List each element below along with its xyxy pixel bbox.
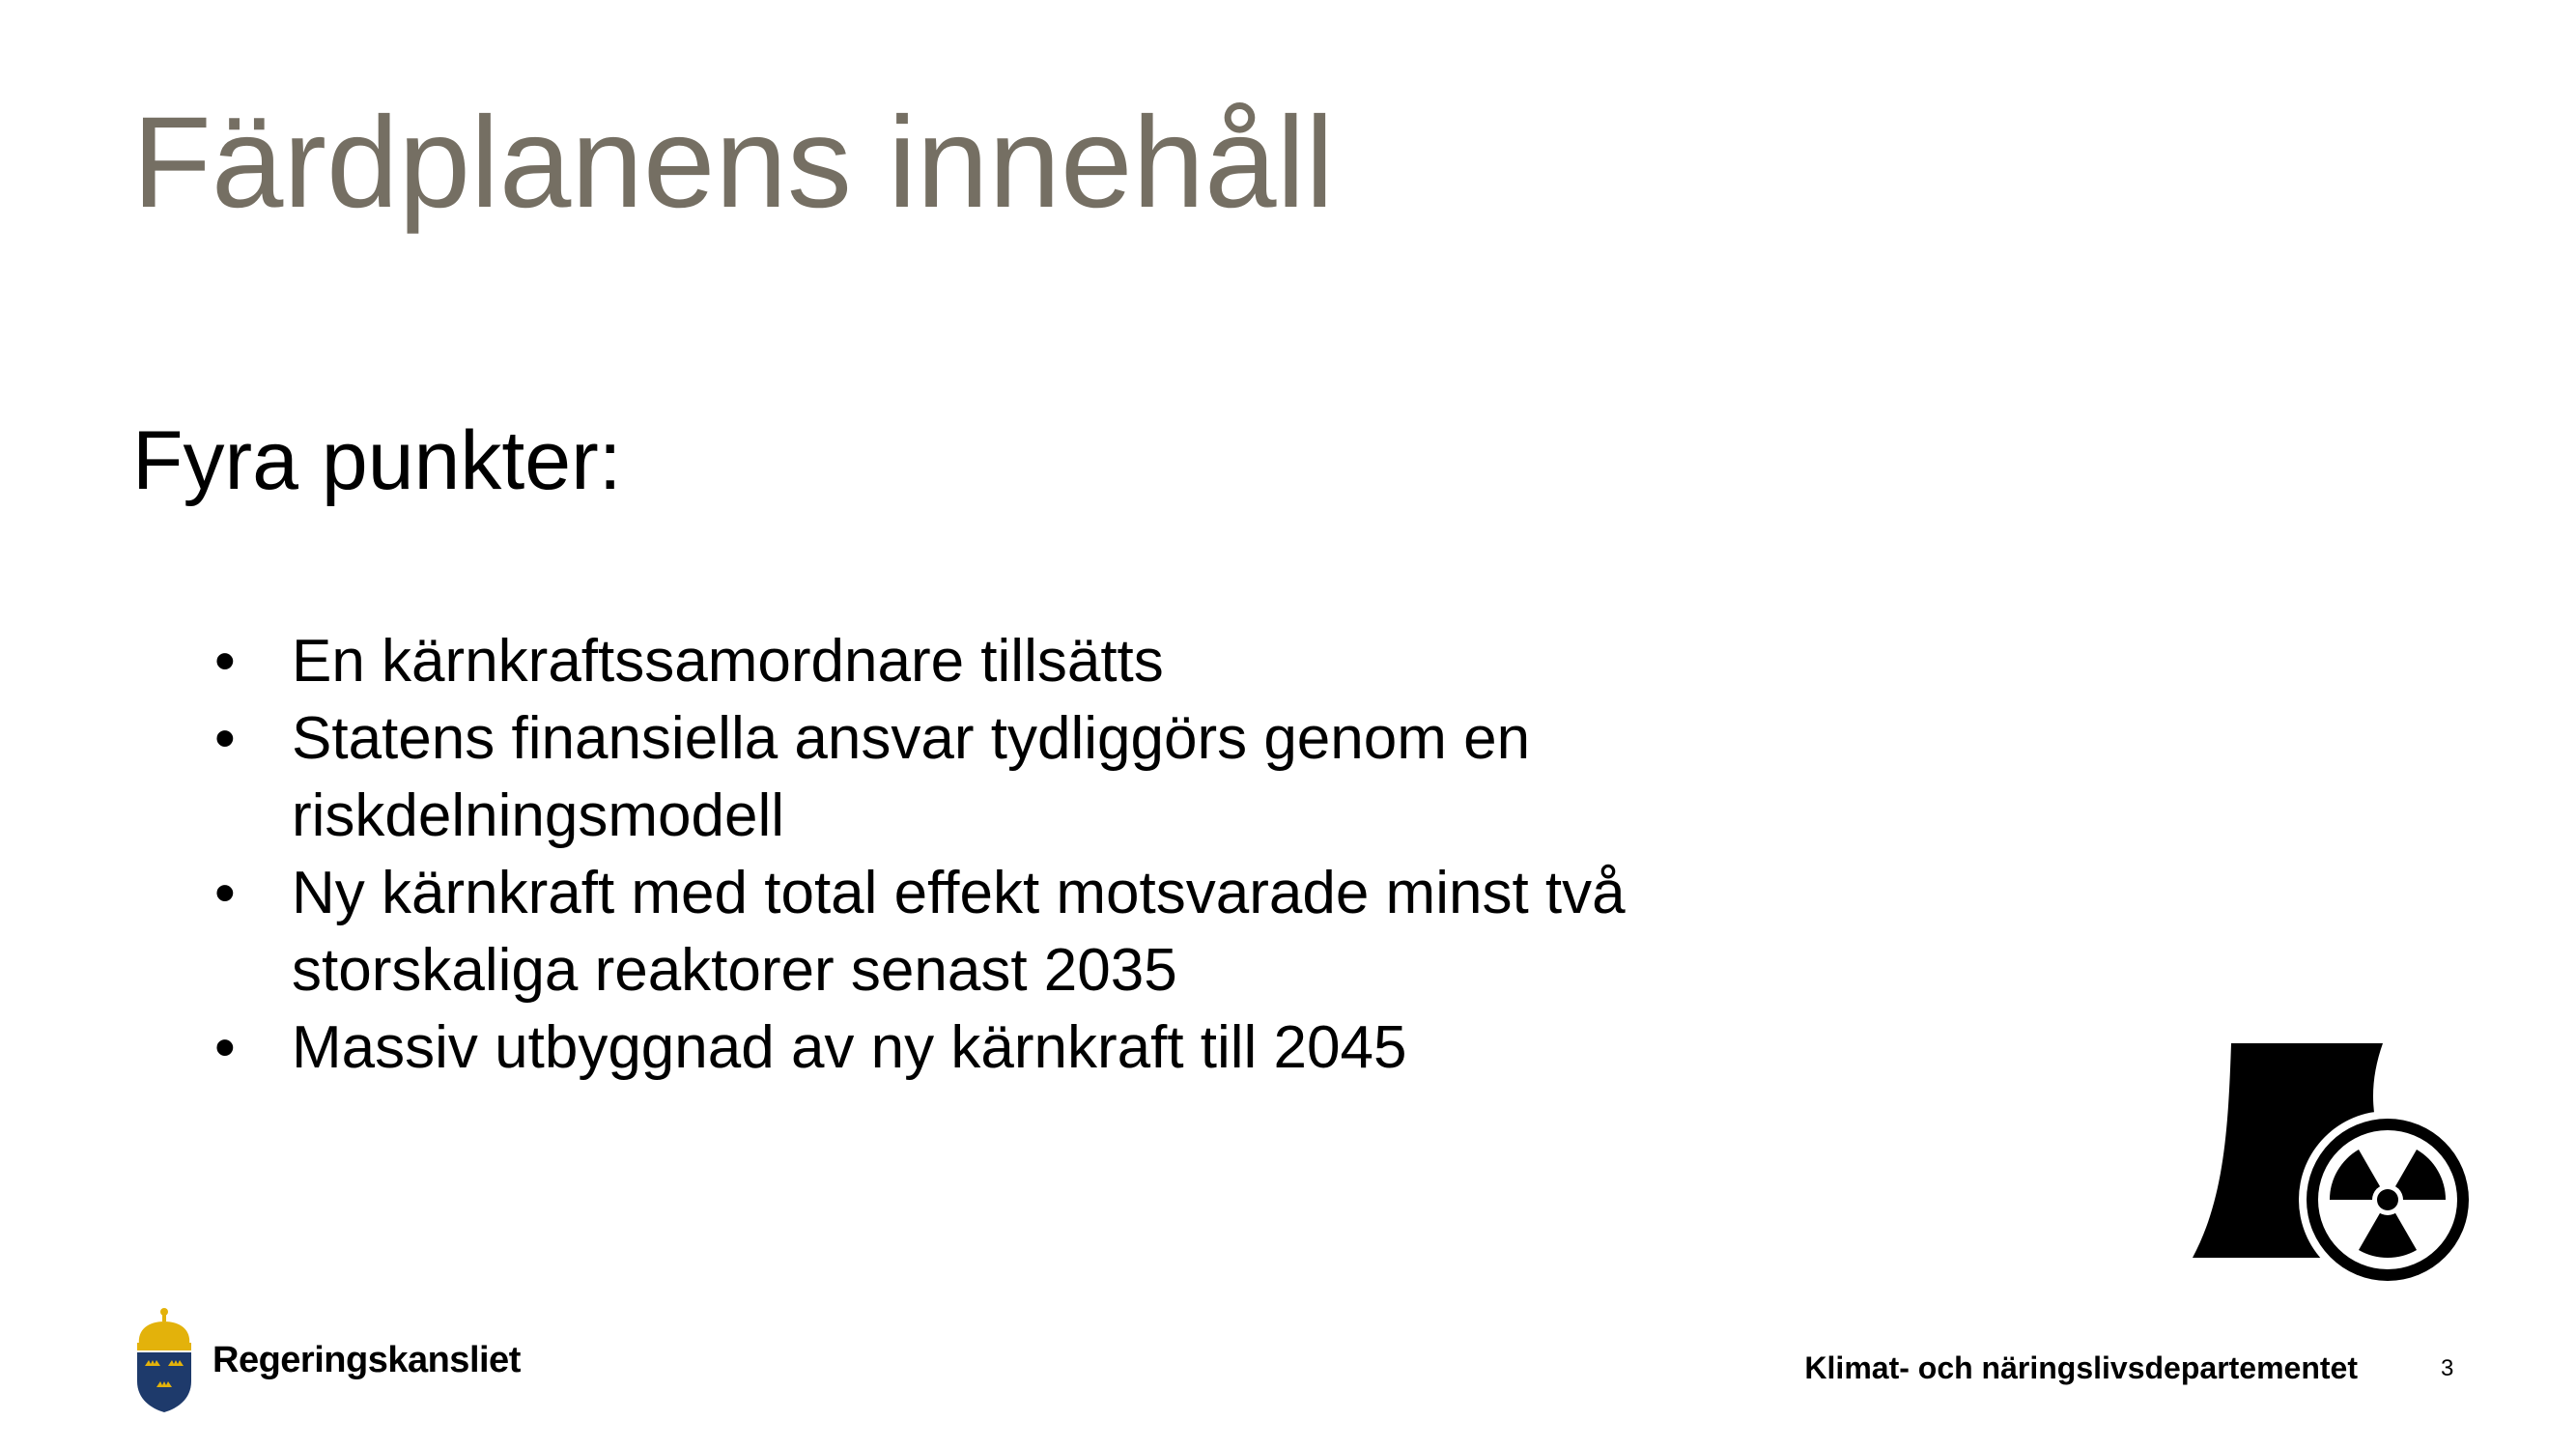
bullet-text-line: Ny kärnkraft med total effekt motsvarade minst två (292, 860, 1626, 926)
bullet-text-line: riskdelningsmodell (292, 782, 785, 849)
logo-text: Regeringskansliet (212, 1339, 521, 1380)
bullet-list (214, 623, 1856, 1087)
slide-subtitle: Fyra punkter: (132, 414, 622, 507)
bullet-marker: • (214, 1014, 236, 1081)
bullet-item (214, 623, 1856, 700)
swedish-crown-shield-icon (133, 1306, 195, 1414)
department-name: Klimat- och näringslivsdepartementet (1804, 1350, 2358, 1385)
nuclear-plant-radiation-icon (2185, 1036, 2475, 1287)
bullet-item (214, 855, 1856, 1009)
regeringskansliet-logo (133, 1306, 521, 1414)
bullet-text-line: Massiv utbyggnad av ny kärnkraft till 2045 (292, 1014, 1407, 1081)
bullet-item (214, 1009, 1856, 1087)
slide-title: Färdplanens innehåll (132, 91, 1335, 235)
bullet-text-line: Statens finansiella ansvar tydliggörs genom en (292, 705, 1531, 772)
bullet-marker: • (214, 860, 236, 926)
bullet-marker: • (214, 705, 236, 772)
bullet-text-line: storskaliga reaktorer senast 2035 (292, 937, 1177, 1004)
page-number: 3 (2441, 1355, 2454, 1381)
bullet-marker: • (214, 628, 236, 695)
bullet-item (214, 700, 1856, 855)
bullet-text-line: En kärnkraftssamordnare tillsätts (292, 628, 1164, 695)
